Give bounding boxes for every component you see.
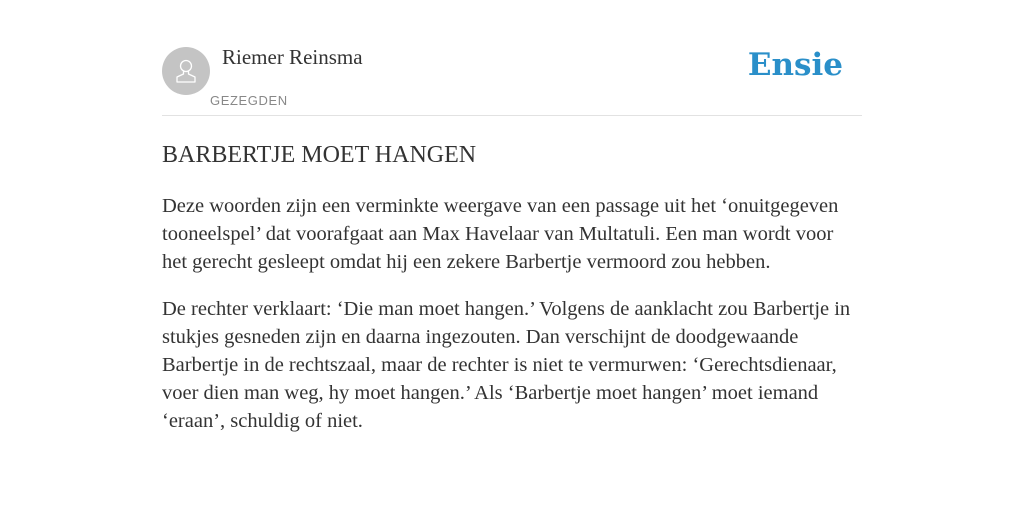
category-label[interactable]: GEZEGDEN	[210, 93, 288, 108]
article-paragraph: De rechter verklaart: ‘Die man moet hangen.’ Volgens de aanklacht zou Barbertje in stukjes gesneden zijn en daarna ingezouten. Dan verschijnt de doodgewaande Barbertje in de rechtszaal, maar de rechter is niet te vermurwen: ‘Gerechtsdienaar, voer dien man weg, hy moet hangen.’ Als ‘Barbertje moet hangen’ moet iemand ‘eraan’, schuldig of niet.	[162, 298, 851, 432]
article-paragraph: Deze woorden zijn een verminkte weergave van een passage uit het ‘onuitgegeven tooneelspel’ dat voorafgaat aan Max Havelaar van Multatuli. Een man wordt voor het gerecht gesleept omdat hij een zekere Barbertje vermoord zou hebben.	[162, 195, 839, 273]
article-header	[162, 0, 862, 116]
article-card	[162, 0, 862, 512]
user-placeholder-icon	[171, 56, 201, 86]
avatar[interactable]	[162, 47, 210, 95]
article-title: BARBERTJE MOET HANGEN	[162, 142, 477, 168]
header-divider	[162, 115, 862, 116]
author-name[interactable]: Riemer Reinsma	[222, 45, 363, 69]
article-body	[162, 192, 862, 454]
brand-logo[interactable]: Ensie	[747, 47, 843, 83]
